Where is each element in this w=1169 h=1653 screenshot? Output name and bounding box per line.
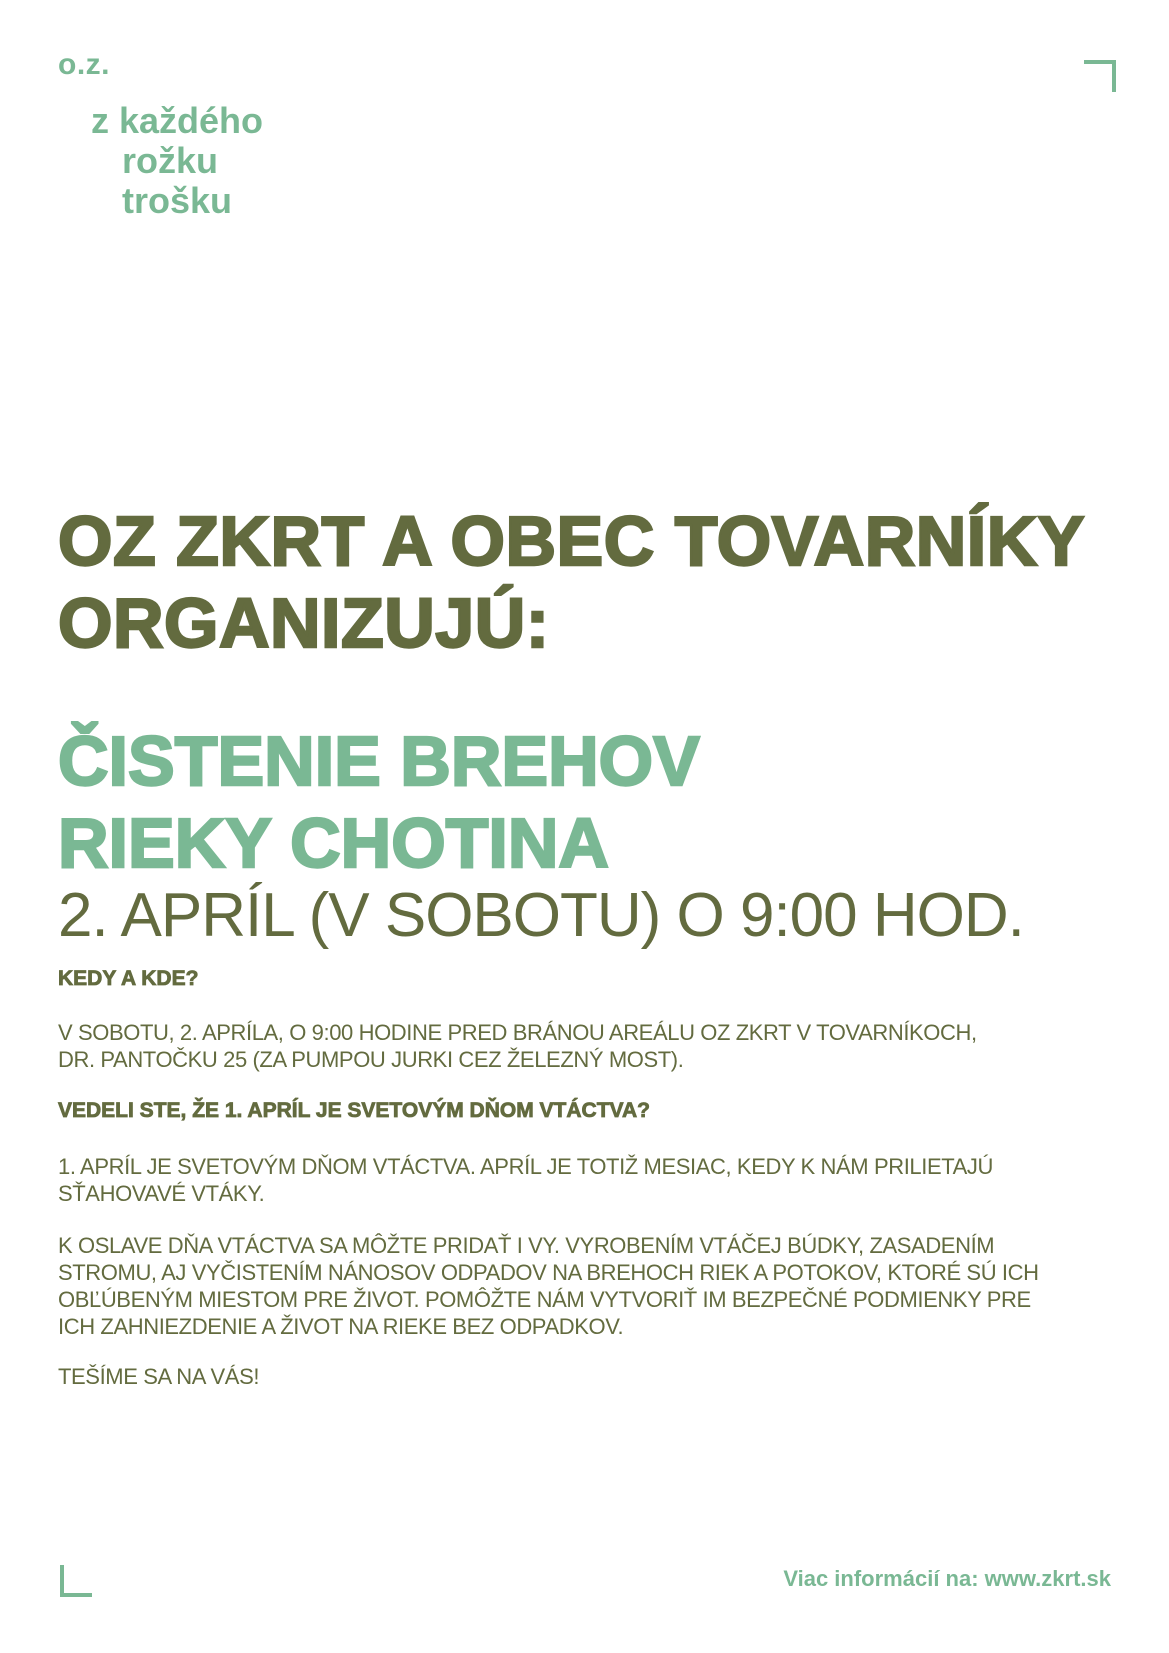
paragraph-bird-day — [58, 1153, 1118, 1207]
event-title-line-2: RIEKY CHOTINA — [58, 804, 609, 882]
event-title — [58, 720, 700, 884]
headline-line-1: OZ ZKRT A OBEC TOVARNÍKY — [58, 502, 1085, 580]
footer-more-info: Viac informácií na: www.zkrt.sk — [783, 1566, 1111, 1591]
paragraph-line: TEŠÍME SA NA VÁS! — [58, 1364, 260, 1389]
paragraph-line: STROMU, AJ VYČISTENÍM NÁNOSOV ODPADOV NA BREHOCH RIEK A POTOKOV, KTORÉ SÚ ICH — [58, 1260, 1039, 1285]
headline — [58, 500, 1138, 664]
event-title-line-1: ČISTENIE BREHOV — [58, 722, 700, 800]
paragraph-line: DR. PANTOČKU 25 (ZA PUMPOU JURKI CEZ ŽELEZNÝ MOST). — [58, 1047, 684, 1072]
paragraph-line: ICH ZAHNIEZDENIE A ŽIVOT NA RIEKE BEZ ODPADKOV. — [58, 1314, 624, 1339]
corner-mark-top-right — [1084, 60, 1116, 92]
paragraph-line: 1. APRÍL JE SVETOVÝM DŇOM VTÁCTVA. APRÍL JE TOTIŽ MESIAC, KEDY K NÁM PRILIETAJÚ — [58, 1154, 994, 1179]
section-heading-bird-day: VEDELI STE, ŽE 1. APRÍL JE SVETOVÝM DŇOM VTÁCTVA? — [58, 1099, 650, 1122]
logo-line-3: trošku — [122, 180, 233, 221]
corner-mark-bottom-left — [60, 1565, 92, 1597]
paragraph-celebration — [58, 1232, 1118, 1340]
section-heading-when-where: KEDY A KDE? — [58, 967, 199, 990]
event-date: 2. APRÍL (V SOBOTU) O 9:00 HOD. — [58, 881, 1024, 950]
logo-prefix: o.z. — [58, 48, 110, 81]
organization-logo — [58, 48, 264, 221]
logo-line-1: z každého — [91, 100, 264, 141]
headline-line-2: ORGANIZUJÚ: — [58, 584, 550, 662]
paragraph-closing — [58, 1363, 1118, 1390]
paragraph-line: OBĽÚBENÝM MIESTOM PRE ŽIVOT. POMÔŽTE NÁM VYTVORIŤ IM BEZPEČNÉ PODMIENKY PRE — [58, 1287, 1031, 1312]
paragraph-line: SŤAHOVAVÉ VTÁKY. — [58, 1181, 265, 1206]
paragraph-line: V SOBOTU, 2. APRÍLA, O 9:00 HODINE PRED BRÁNOU AREÁLU OZ ZKRT V TOVARNÍKOCH, — [58, 1020, 977, 1045]
logo-line-2: rožku — [122, 140, 219, 181]
paragraph-line: K OSLAVE DŇA VTÁCTVA SA MÔŽTE PRIDAŤ I VY. VYROBENÍM VTÁČEJ BÚDKY, ZASADENÍM — [58, 1233, 995, 1258]
paragraph-when-where — [58, 1019, 1118, 1073]
